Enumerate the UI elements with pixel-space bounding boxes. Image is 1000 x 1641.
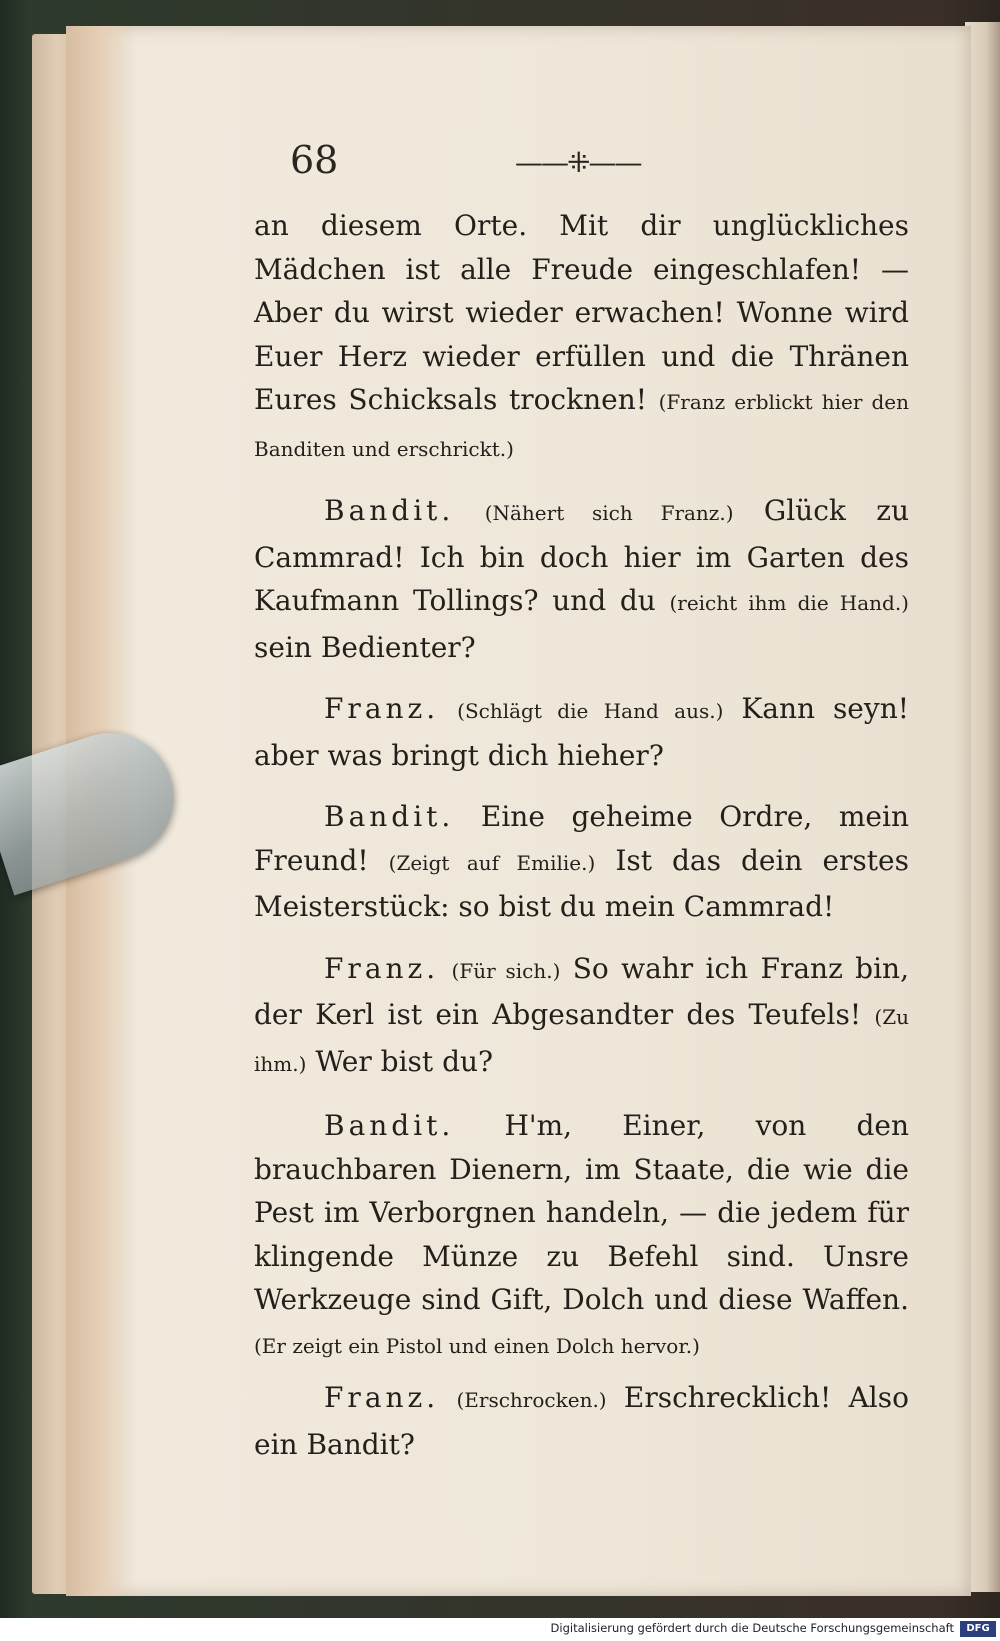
paragraph-4 [254,795,909,929]
page-number: 68 [290,138,339,182]
footer-credit: Digitalisierung gefördert durch die Deutsche Forschungsgemeinschaft [550,1621,954,1635]
paragraph-text: Eine geheime Ordre, mein Freund! [254,800,909,877]
paragraph-text: Wer bist du? [315,1044,494,1078]
speaker-name: Bandit. [324,800,455,833]
stage-direction: (Für sich.) [451,958,561,983]
paragraph-5 [254,947,909,1087]
speaker-name: Franz. [324,692,440,725]
speaker-name: Franz. [324,1381,440,1414]
paragraph-text: Kann seyn! aber was bringt dich hieher? [254,692,909,772]
paragraph-text: So wahr ich Franz bin, der Kerl ist ein Abgesandter des Teufels! [254,951,909,1031]
page-text [254,204,909,1466]
header-ornament: ——⁜—— [515,146,641,179]
stage-direction: (Zu ihm.) [254,1005,909,1076]
stage-direction: (Zeigt auf Emilie.) [388,850,596,875]
footer-bar [0,1618,1000,1641]
speaker-name: Franz. [324,951,440,985]
stage-direction: (Franz erblickt hier den Banditen und erschrickt.) [254,390,910,461]
paragraph-6 [254,1104,909,1368]
stage-direction: (reicht ihm die Hand.) [669,591,909,615]
stage-direction: (Schlägt die Hand aus.) [457,699,724,723]
paragraph-text: sein Bedienter? [254,630,476,664]
paragraph-2 [254,489,909,669]
stage-direction: (Erschrocken.) [456,1388,607,1412]
speaker-name: Bandit. [324,494,455,527]
paragraph-text: H'm, Einer, von den brauchbaren Dienern, im Staate, die wie die Pest im Verborgnen handeln, — die jedem für klingende Münze zu Befehl sind. Unsre Werkzeuge sind Gift, Dolch und diese Waffen. [254,1109,909,1316]
paragraph-1 [254,204,909,471]
paragraph-3 [254,687,909,777]
page-header [290,130,650,190]
stage-direction: (Er zeigt ein Pistol und einen Dolch hervor.) [254,1333,700,1358]
speaker-name: Bandit. [324,1109,455,1142]
paragraph-text: an diesem Orte. Mit dir unglückliches Mädchen ist alle Freude eingeschlafen! — Aber du wirst wieder erwachen! Wonne wird Euer Herz wieder erfüllen und die Thränen Eures Schicksals trocknen! [254,209,909,416]
dfg-logo-icon: DFG [960,1621,996,1637]
paragraph-text: Erschrecklich! Also ein Bandit? [254,1381,909,1461]
paragraph-text: Ist das dein erstes Meisterstück: so bist du mein Cammrad! [254,843,909,923]
paragraph-7 [254,1376,909,1466]
stage-direction: (Nähert sich Franz.) [484,501,734,525]
paragraph-text: Glück zu Cammrad! Ich bin doch hier im Garten des Kaufmann Tollings? und du [254,494,909,617]
